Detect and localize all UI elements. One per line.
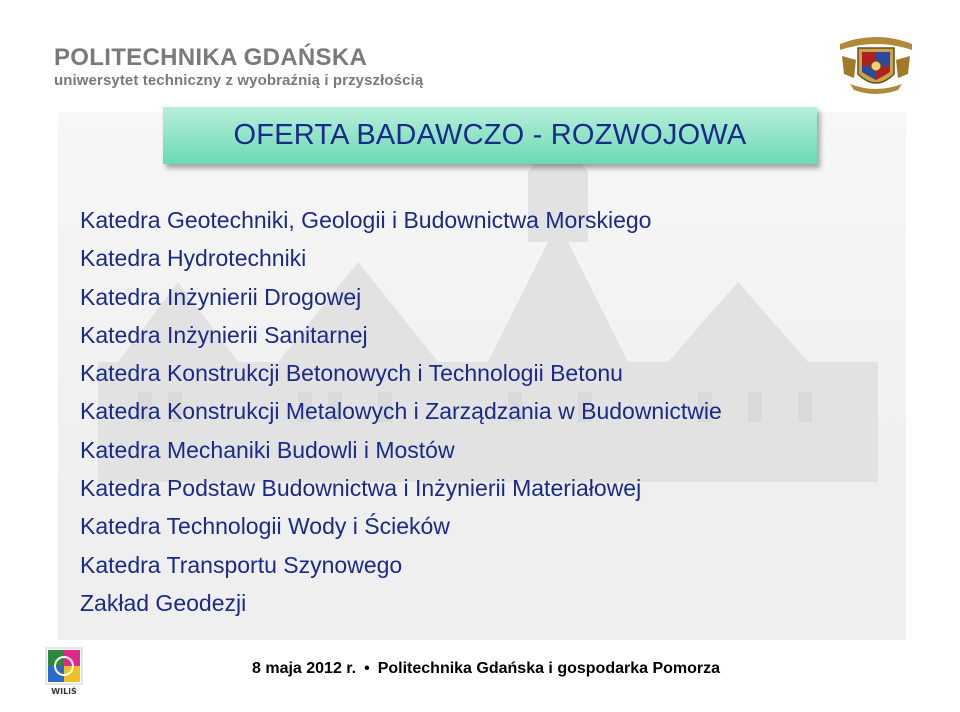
list-item: Katedra Transportu Szynowego [80, 551, 403, 578]
footer-bullet: • [364, 660, 370, 677]
footer-line [252, 660, 720, 678]
list-item: Katedra Mechaniki Budowli i Mostów [80, 436, 455, 463]
wilis-logo-label: WILiŚ [51, 687, 77, 696]
list-item: Katedra Podstaw Budownictwa i Inżynierii Materiałowej [80, 475, 642, 502]
list-item: Katedra Geotechniki, Geologii i Budownictwa Morskiego [80, 207, 652, 233]
wilis-logo-icon [44, 646, 84, 696]
list-item: Katedra Inżynierii Drogowej [80, 283, 362, 310]
slide-title-banner [163, 107, 817, 164]
list-item: Katedra Technologii Wody i Ścieków [80, 513, 450, 540]
list-item: Zakład Geodezji [80, 589, 247, 616]
university-crest-icon [836, 34, 916, 96]
department-list [80, 201, 722, 622]
slide-title: OFERTA BADAWCZO - ROZWOJOWA [233, 119, 747, 151]
list-item: Katedra Hydrotechniki [80, 245, 307, 272]
list-item: Katedra Konstrukcji Betonowych i Technologii Betonu [80, 360, 623, 387]
university-tagline: uniwersytet techniczny z wyobraźnią i przyszłością [54, 72, 424, 89]
footer-caption: Politechnika Gdańska i gospodarka Pomorza [377, 660, 721, 677]
university-name: POLITECHNIKA GDAŃSKA [54, 44, 368, 71]
footer-date: 8 maja 2012 r. [252, 660, 357, 677]
list-item: Katedra Inżynierii Sanitarnej [80, 321, 368, 348]
list-item: Katedra Konstrukcji Metalowych i Zarządzania w Budownictwie [80, 398, 722, 425]
